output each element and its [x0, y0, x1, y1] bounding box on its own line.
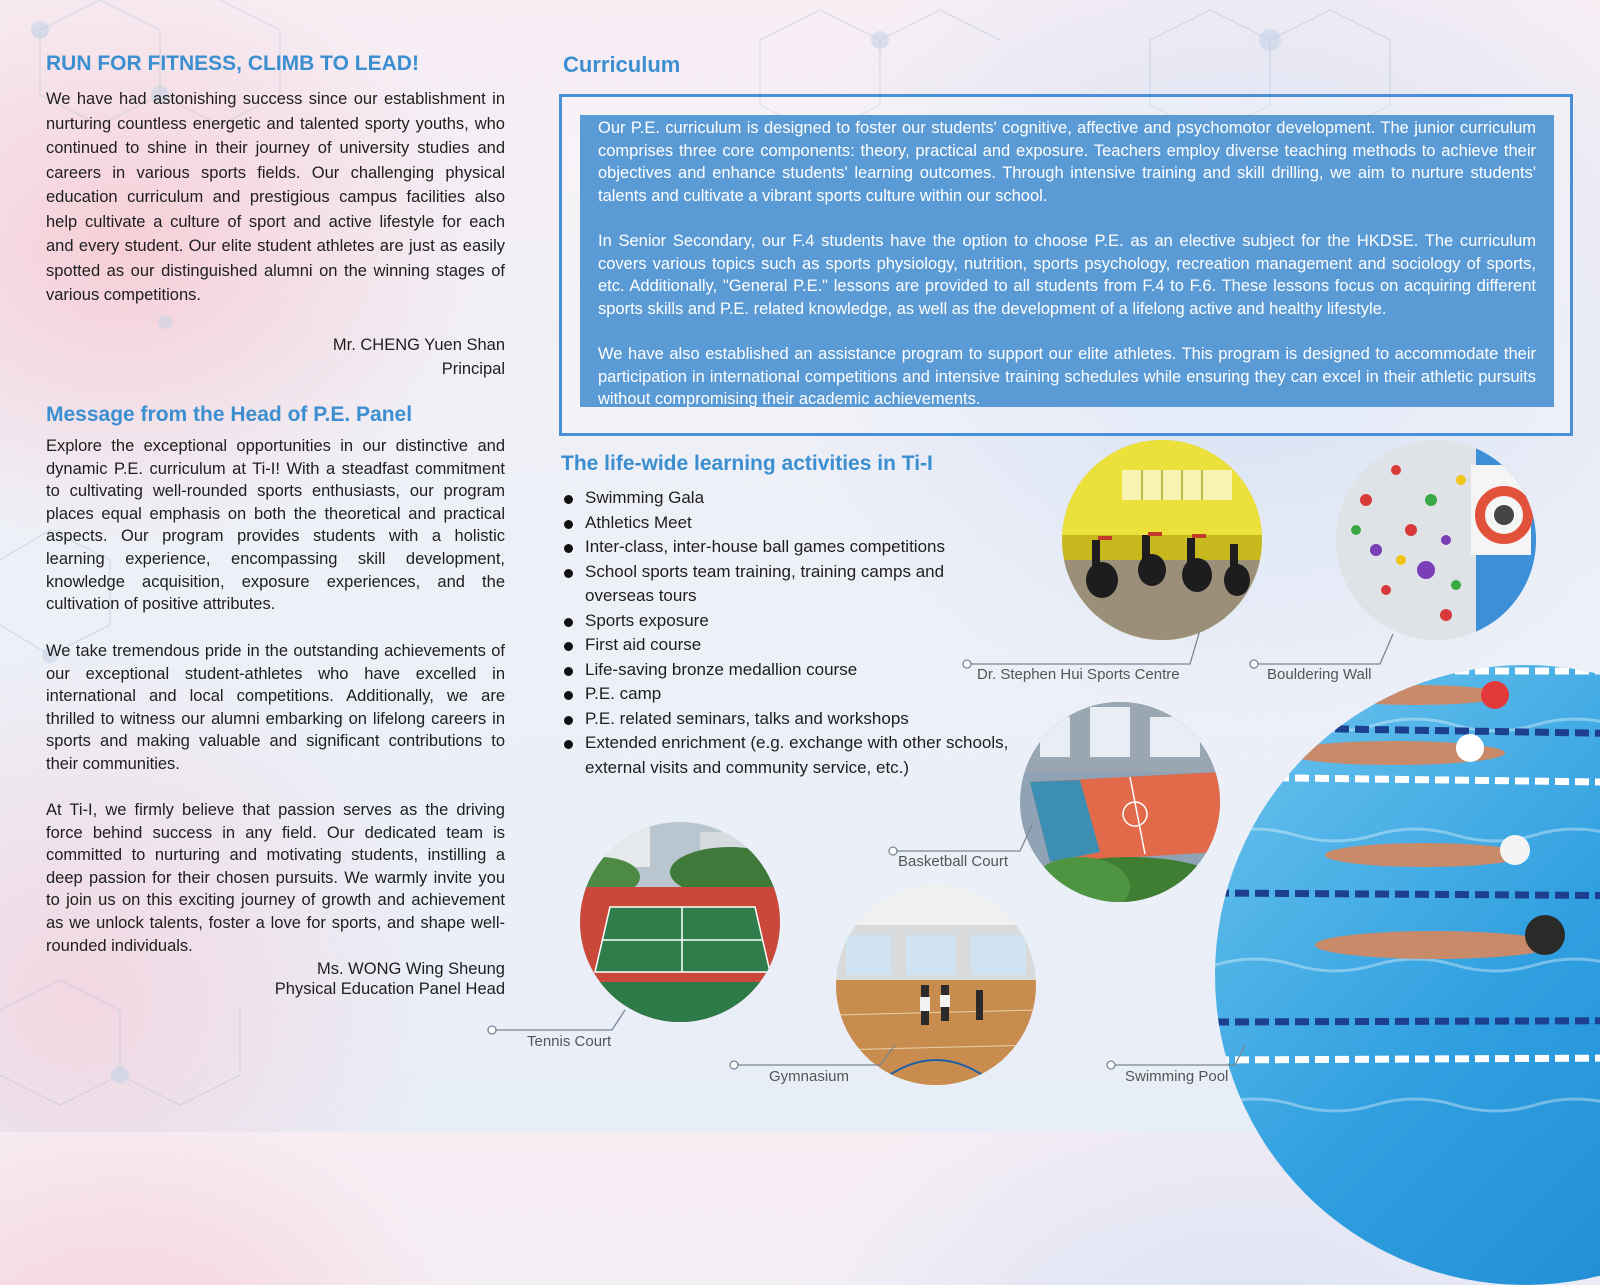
basketball-court-caption: Basketball Court — [898, 853, 1009, 870]
bullet-icon — [564, 691, 573, 700]
bouldering-wall-caption: Bouldering Wall — [1267, 666, 1372, 683]
bullet-icon — [564, 495, 573, 504]
principal-name: Mr. CHENG Yuen Shan — [332, 336, 505, 354]
activity-label: Swimming Gala — [585, 488, 705, 507]
curriculum-paragraph-1: Our P.E. curriculum is designed to foster our students' cognitive, affective and psychomotor development. The junior curriculum comprises three core components: theory, practical and exposure. Teachers employ diverse teaching methods to achieve their objectives and enhance students' learning outcomes. Through intensive training and skill drilling, we aim to nurture students' talents and cultivate a vibrant sports culture within our school. — [598, 119, 1536, 205]
principal-signature — [46, 333, 505, 381]
activity-label: P.E. related seminars, talks and workshops — [585, 708, 909, 728]
swimming-pool-caption: Swimming Pool — [1125, 1068, 1229, 1085]
curriculum-text-panel — [580, 115, 1554, 407]
pe-head-message-heading: Message from the Head of P.E. Panel — [46, 403, 413, 426]
activity-label: Life-saving bronze medallion course — [585, 659, 858, 679]
list-item — [562, 486, 1012, 511]
principal-section-heading: RUN FOR FITNESS, CLIMB TO LEAD! — [46, 52, 419, 75]
list-item — [562, 511, 1012, 536]
curriculum-box — [559, 94, 1573, 436]
bullet-icon — [564, 642, 573, 651]
sports-centre-caption: Dr. Stephen Hui Sports Centre — [977, 666, 1180, 683]
tennis-court-photo — [580, 822, 780, 1022]
bullet-icon — [564, 740, 573, 749]
curriculum-paragraph-3: We have also established an assistance program to support our elite athletes. This program is designed to accommodate their participation in international competitions and intensive training schedules while ensuring they can excel in their athletic pursuits without compromising their academic achievements. — [598, 344, 1536, 409]
pe-message-paragraph-2: We take tremendous pride in the outstanding achievements of our exceptional student-athletes who have excelled in international and local competitions. Additionally, we are thrilled to witness our alumni embarking on lifelong careers in sports and making valuable and significant contributions to their communities. — [46, 642, 505, 773]
activity-label: Inter-class, inter-house ball games competitions — [585, 537, 945, 556]
tennis-court-caption: Tennis Court — [527, 1033, 612, 1050]
bouldering-wall-photo — [1336, 440, 1536, 640]
pe-message-paragraph-3: At Ti-I, we firmly believe that passion serves as the driving force behind success in any field. Our dedicated team is committed to nurturing and motivating students, instilling a deep passion for their chosen pursuits. We warmly invite you to join us on this exciting journey of growth and achievement as we unlock talents, foster a love for sports, and shape well-rounded individuals. — [46, 801, 505, 955]
list-item — [562, 658, 1012, 683]
bullet-icon — [564, 667, 573, 676]
bullet-icon — [564, 520, 573, 529]
bullet-icon — [564, 544, 573, 553]
activity-label: Athletics Meet — [585, 512, 692, 532]
gymnasium-caption: Gymnasium — [769, 1068, 850, 1085]
pe-head-name: Ms. WONG Wing Sheung — [317, 960, 505, 978]
basketball-court-photo — [1020, 702, 1220, 902]
list-item — [562, 682, 1012, 707]
list-item — [562, 535, 1012, 560]
sports-centre-photo — [1062, 440, 1262, 640]
bullet-icon — [564, 716, 573, 725]
activity-label: Sports exposure — [585, 610, 709, 630]
list-item — [562, 707, 1012, 732]
pe-message-paragraph-1: Explore the exceptional opportunities in our distinctive and dynamic P.E. curriculum at Ti-I! With a steadfast commitment to cultivating well-rounded sports enthusiasts, our program places equal emphasis on both the theoretical and practical aspects. Our program provides students with a holistic learning experience, encompassing skill development, knowledge acquisition, exposure experiences, and the cultivation of positive attributes. — [46, 437, 505, 614]
curriculum-paragraph-2: In Senior Secondary, our F.4 students have the option to choose P.E. as an elective subject for the HKDSE. The curriculum covers various topics such as sports physiology, nutrition, sports psychology, recreation management and sociology of sports, etc. Additionally, "General P.E." lessons are provided to all students from F.4 to F.6. These lessons focus on acquiring different sports skills and P.E. related knowledge, as well as the development of a lifelong active and healthy lifestyle. — [598, 231, 1536, 318]
bullet-icon — [564, 569, 573, 578]
principal-title: Principal — [441, 360, 505, 378]
list-item — [562, 560, 995, 609]
curriculum-heading: Curriculum — [563, 52, 681, 77]
gymnasium-photo — [836, 885, 1036, 1085]
list-item — [562, 609, 1012, 634]
activity-label: Extended enrichment (e.g. exchange with other schools, external visits and community service, etc.) — [585, 733, 1009, 777]
pe-head-signature — [46, 959, 505, 999]
activities-heading: The life-wide learning activities in Ti-I — [561, 452, 933, 475]
list-item — [562, 731, 1025, 780]
activity-label: School sports team training, training camps and overseas tours — [585, 561, 945, 605]
activity-label: P.E. camp — [585, 684, 662, 703]
activity-label: First aid course — [585, 635, 702, 654]
activities-list — [562, 486, 1012, 780]
list-item — [562, 633, 1012, 658]
pe-head-title: Physical Education Panel Head — [274, 980, 505, 998]
bullet-icon — [564, 618, 573, 627]
principal-message: We have had astonishing success since our establishment in nurturing countless energetic and talented sporty youths, who continued to shine in their journey of university studies and careers in various sports fields. Our challenging physical education curriculum and prestigious campus facilities also help cultivate a culture of sport and active lifestyle for each and every student. Our elite student athletes are just as easily spotted as our distinguished alumni on the winning stages of various competitions. — [46, 90, 505, 304]
